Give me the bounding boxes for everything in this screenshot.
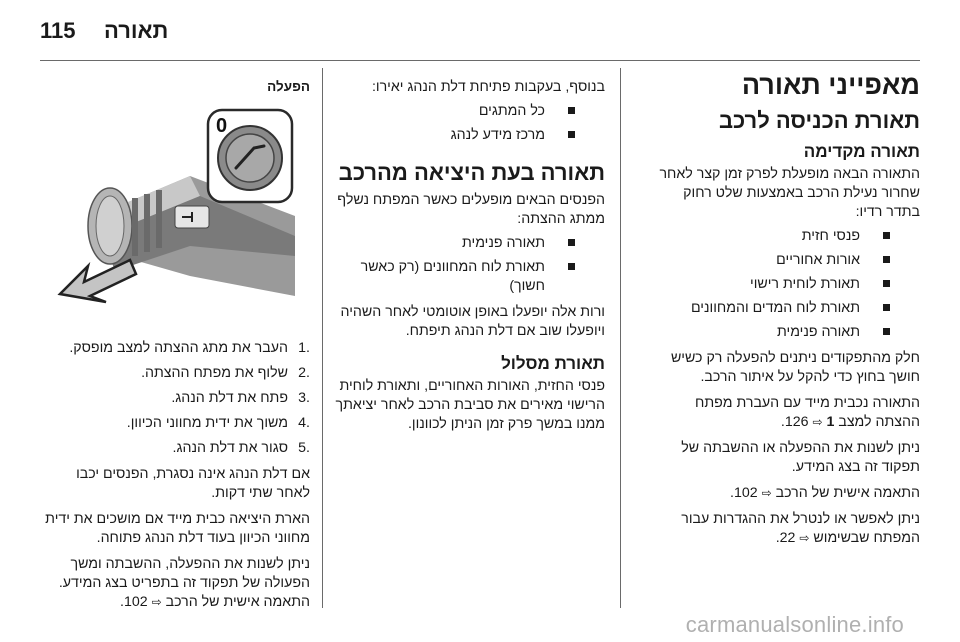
step-item: .3 פתח את דלת הנהג.	[171, 390, 310, 406]
step-item: .1 העבר את מתג ההצתה למצב מופסק.	[69, 340, 310, 356]
darkness-note: חלק מהתפקודים ניתנים להפעלה רק כשיש חושך בחוץ כדי להקל על איתור הרכב.	[670, 350, 920, 385]
activation-heading: הפעלה	[267, 79, 310, 94]
bullet-icon	[568, 107, 575, 114]
dial-position-label: 0	[216, 115, 228, 137]
step-item: .2 שלוף את מפתח ההצתה.	[141, 365, 310, 381]
list-item: פנסי חזית	[650, 227, 920, 246]
list-item: תאורה פנימית	[335, 234, 605, 253]
watermark: carmanualsonline.info	[685, 612, 904, 637]
reference-arrow-icon: ⇨	[761, 486, 772, 500]
subsection-heading-path-lighting: תאורת מסלול	[501, 354, 605, 373]
section-heading-entry-lighting: תאורת הכניסה לרכב	[718, 108, 920, 133]
exit-lights-list	[335, 234, 605, 296]
column-divider-left	[322, 68, 323, 608]
bullet-icon	[883, 328, 890, 335]
section-heading-exit-lighting: תאורה בעת היציאה מהרכב	[338, 160, 605, 185]
activation-steps	[40, 339, 310, 458]
bullet-icon	[568, 263, 575, 270]
middle-column	[335, 78, 605, 434]
page-header	[40, 14, 920, 50]
list-item: תאורה פנימית	[650, 323, 920, 342]
page-number: 115	[40, 18, 76, 43]
list-item: תאורת לוח המדים והמחוונים	[650, 299, 920, 318]
bullet-icon	[883, 256, 890, 263]
chapter-heading: מאפייני תאורה	[741, 70, 920, 100]
ignition-off-note: התאורה נכבית מייד עם העברת מפתח ההצתה למצב 1 ⇨ 126.	[695, 395, 920, 430]
exit-delay-note: ורות אלה יופעלו באופן אוטומטי לאחר השהיה ויופעלו שוב אם דלת הנהג תיפתח.	[340, 304, 605, 339]
welcome-lights-list	[650, 227, 920, 342]
welcome-intro-text: התאורה הבאה מופעלת לפרק זמן קצר לאחר שחרור נעילת הרכב באמצעות שלט רחוק בתדר רדיו:	[659, 166, 920, 220]
personalization-reference: התאמה אישית של הרכב ⇨ 102.	[730, 485, 920, 501]
list-item: כל המתגים	[335, 102, 605, 121]
bullet-icon	[883, 232, 890, 239]
driver-door-intro: בנוסף, בעקבות פתיחת דלת הנהג יאירו:	[371, 79, 605, 95]
list-item: תאורת לוח המחוונים (רק כאשר חשוך)	[335, 258, 605, 296]
key-setting-reference: ניתן לאפשר או לנטרל את ההגדרות עבור המפתח שבשימוש ⇨ 22.	[681, 511, 920, 546]
bullet-icon	[568, 239, 575, 246]
list-item: אורות אחוריים	[650, 251, 920, 270]
bullet-icon	[883, 304, 890, 311]
exit-intro-text: הפנסים הבאים מופעלים כאשר המפתח נשלף ממתג ההצתה:	[337, 192, 605, 227]
list-item: מרכז מידע לנהג	[335, 126, 605, 145]
info-display-setting-note: ניתן לשנות את ההפעלה או ההשבתה של תפקוד זה בצג המידע.	[681, 440, 920, 475]
reference-arrow-icon: ⇨	[151, 595, 162, 609]
reference-arrow-icon: ⇨	[812, 415, 823, 429]
ignition-position-key: 1	[826, 414, 835, 430]
step-item: .4 משוך את ידית מחווני הכיוון.	[126, 415, 310, 431]
right-column	[650, 68, 920, 548]
column-divider-right	[620, 68, 621, 608]
exit-setting-reference: ניתן לשנות את ההפעלה, ההשבתה ומשך הפעולה של תפקוד זה בתפריט בצג המידע. התאמה אישית של הרכב ⇨ 102.	[58, 556, 310, 610]
turn-signal-stalk-illustration	[40, 106, 310, 328]
left-column	[40, 78, 310, 612]
bullet-icon	[883, 280, 890, 287]
step-item: .5 סגור את דלת הנהג.	[172, 440, 310, 456]
bullet-icon	[568, 131, 575, 138]
path-lighting-text: פנסי החזית, האורות האחוריים, ותאורת לוחית הרישוי מאירים את סביבת הרכב לאחר יציאתך ממנו במשך פרק זמן הניתן לכוונון.	[335, 378, 605, 432]
header-divider	[40, 60, 920, 61]
reference-arrow-icon: ⇨	[799, 531, 810, 545]
door-lights-list	[335, 102, 605, 145]
cancel-exit-lighting-note: הארת היציאה כבית מייד אם מושכים את ידית מחווני הכיוון בעוד דלת הנהג פתוחה.	[45, 511, 310, 546]
running-title: תאורה	[104, 18, 169, 43]
door-open-timeout-note: אם דלת הנהג אינה נסגרת, הפנסים יכבו לאחר שתי דקות.	[76, 466, 310, 501]
subsection-heading-welcome-lighting: תאורה מקדימה	[803, 142, 920, 161]
list-item: תאורת לוחית רישוי	[650, 275, 920, 294]
